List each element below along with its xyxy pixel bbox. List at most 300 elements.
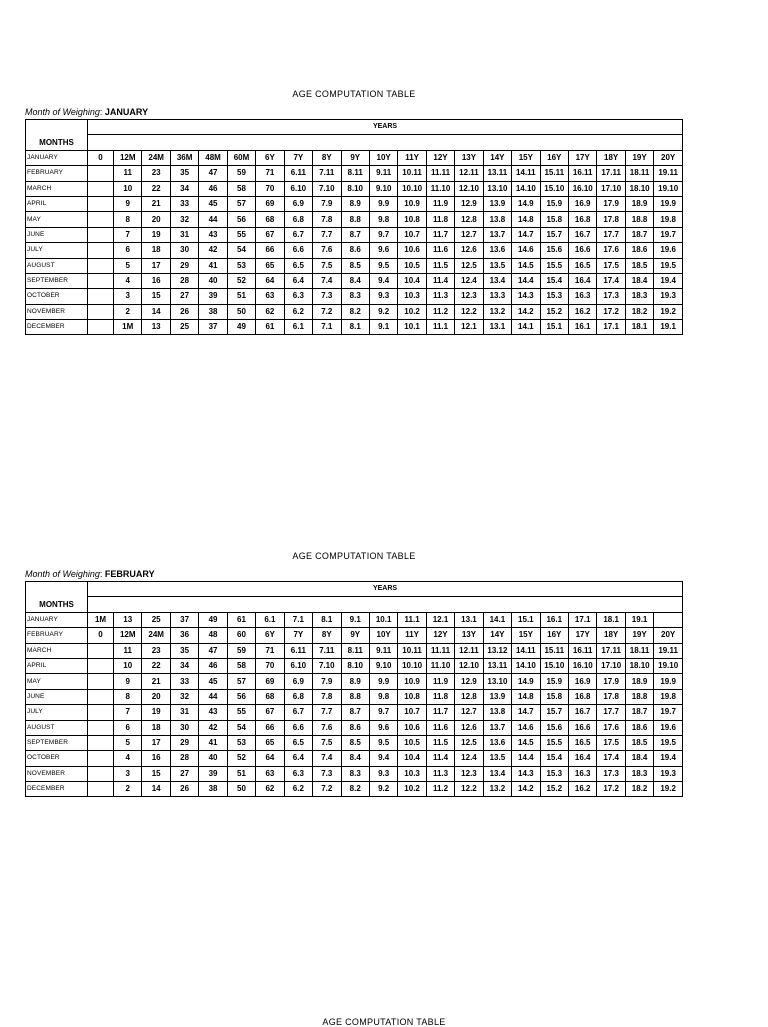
age-cell: 13.10 [483,674,511,689]
age-cell: 14 [142,304,170,319]
age-cell: 56 [227,212,255,227]
header-spacer [88,597,683,612]
age-cell: 46 [199,658,227,673]
age-cell: 16.6 [569,243,597,258]
age-cell: 17.9 [597,674,625,689]
age-cell: 12.10 [455,181,483,196]
age-cell: 60M [227,150,255,165]
age-cell: 63 [256,289,284,304]
age-cell: 10.6 [398,243,426,258]
age-cell: 13.5 [483,751,511,766]
age-cell: 11 [114,166,142,181]
age-cell: 19.2 [654,304,683,319]
age-cell: 9.7 [369,227,397,242]
age-cell: 11.2 [426,782,454,797]
age-cell: 16.5 [569,258,597,273]
age-cell: 9.5 [369,258,397,273]
age-cell: 19.11 [654,643,683,658]
age-cell: 8.5 [341,258,369,273]
age-cell: 12.6 [455,243,483,258]
age-cell: 14.1 [483,612,511,627]
age-cell: 66 [256,243,284,258]
age-cell: 18.8 [625,212,653,227]
age-cell: 7.1 [284,612,312,627]
table-row [26,628,683,643]
age-cell: 8.9 [341,674,369,689]
age-cell: 16.4 [569,751,597,766]
age-cell: 17.6 [597,720,625,735]
age-cell: 16.6 [569,720,597,735]
age-cell: 19.1 [625,612,653,627]
age-cell: 16.9 [569,674,597,689]
age-cell: 57 [227,674,255,689]
age-cell: 7.7 [313,705,341,720]
age-cell: 59 [227,166,255,181]
table-row [26,705,683,720]
age-cell: 29 [170,735,198,750]
age-cell [88,273,114,288]
age-cell [654,612,683,627]
table-row [26,273,683,288]
age-cell: 71 [256,166,284,181]
age-cell: 7.2 [313,782,341,797]
age-cell: 15.9 [540,674,568,689]
age-cell: 12.4 [455,751,483,766]
age-cell: 10.11 [398,166,426,181]
age-cell: 8.4 [341,273,369,288]
age-cell: 16.10 [569,181,597,196]
age-cell: 15.1 [512,612,540,627]
age-cell [88,751,114,766]
age-cell: 16Y [540,150,568,165]
age-cell: 6.1 [284,320,312,335]
age-cell: 18.10 [625,658,653,673]
age-cell: 68 [256,689,284,704]
age-cell: 14.5 [512,735,540,750]
age-cell: 15.4 [540,273,568,288]
age-cell: 9Y [341,628,369,643]
age-cell: 22 [142,658,170,673]
age-cell: 12.2 [455,304,483,319]
age-cell: 8.3 [341,766,369,781]
weighing-month-label: Month of Weighing [25,569,100,579]
age-cell: 9.11 [369,166,397,181]
age-cell: 8.8 [341,212,369,227]
age-cell [88,212,114,227]
age-cell: 65 [256,735,284,750]
age-cell: 6.3 [284,766,312,781]
age-cell: 14.7 [512,227,540,242]
age-cell: 16 [142,273,170,288]
age-cell: 45 [199,674,227,689]
age-cell: 11.4 [426,273,454,288]
table-title: AGE COMPUTATION TABLE [292,551,416,561]
age-cell: 16.9 [569,196,597,211]
age-cell [88,166,114,181]
age-cell: 8.8 [341,689,369,704]
month-label: MARCH [26,643,88,658]
corner-cell [26,582,88,597]
age-cell: 10.9 [398,674,426,689]
months-header: MONTHS [26,597,88,612]
age-cell: 18.6 [625,243,653,258]
age-cell: 49 [227,320,255,335]
age-cell: 51 [227,289,255,304]
age-cell: 15.5 [540,258,568,273]
age-cell: 13.11 [483,658,511,673]
age-cell: 14.11 [512,643,540,658]
age-cell: 7Y [284,628,312,643]
age-cell: 16.3 [569,289,597,304]
age-cell: 15.3 [540,766,568,781]
age-cell: 7.4 [313,751,341,766]
age-computation-table [25,119,683,335]
age-cell: 15.7 [540,227,568,242]
age-cell: 57 [227,196,255,211]
age-cell: 11.4 [426,751,454,766]
age-cell: 6.2 [284,782,312,797]
age-cell: 3 [114,289,142,304]
age-cell: 52 [227,273,255,288]
age-cell: 8.2 [341,304,369,319]
age-cell: 13.1 [455,612,483,627]
age-cell: 18.11 [625,166,653,181]
age-cell: 22 [142,181,170,196]
age-cell: 13.6 [483,243,511,258]
age-cell: 19.9 [654,196,683,211]
age-cell: 47 [199,643,227,658]
age-cell: 9.1 [341,612,369,627]
age-cell: 9.9 [369,674,397,689]
month-label: JUNE [26,689,88,704]
age-cell: 15.5 [540,735,568,750]
age-cell: 16.4 [569,273,597,288]
age-cell: 2 [114,304,142,319]
age-cell: 14.6 [512,720,540,735]
age-cell: 15.10 [540,181,568,196]
age-cell [88,196,114,211]
age-cell: 11.11 [426,166,454,181]
age-cell: 64 [256,751,284,766]
age-cell: 12.1 [426,612,454,627]
age-cell [88,258,114,273]
age-cell: 54 [227,243,255,258]
age-cell: 65 [256,258,284,273]
header-row-years [26,120,683,135]
age-cell: 9.6 [369,243,397,258]
age-cell: 12.3 [455,289,483,304]
age-cell: 17.1 [569,612,597,627]
age-cell: 16.1 [569,320,597,335]
age-cell [88,735,114,750]
age-cell: 14.4 [512,751,540,766]
table-row [26,196,683,211]
age-cell: 43 [199,705,227,720]
age-cell: 6.10 [284,658,312,673]
age-cell: 55 [227,227,255,242]
age-cell: 16 [142,751,170,766]
age-cell: 12Y [426,150,454,165]
age-cell: 8.10 [341,658,369,673]
weighing-month-value: FEBRUARY [104,569,155,579]
table-row [26,720,683,735]
header-row-years [26,582,683,597]
age-cell: 26 [170,782,198,797]
age-cell: 11Y [398,150,426,165]
age-cell: 19.10 [654,658,683,673]
age-cell: 61 [256,320,284,335]
age-cell: 53 [227,735,255,750]
age-cell: 14 [142,782,170,797]
table-row [26,181,683,196]
age-cell: 18.6 [625,720,653,735]
age-cell: 30 [170,720,198,735]
age-cell: 10.9 [398,196,426,211]
age-cell: 12M [114,150,142,165]
age-cell: 36M [170,150,198,165]
age-cell: 13.4 [483,766,511,781]
age-cell: 6.7 [284,227,312,242]
age-cell: 18.5 [625,735,653,750]
age-cell: 8.2 [341,782,369,797]
month-label: MARCH [26,181,88,196]
age-cell: 7.3 [313,766,341,781]
age-cell: 12.6 [455,720,483,735]
age-cell: 10.10 [398,658,426,673]
age-cell [88,689,114,704]
age-cell: 11.2 [426,304,454,319]
month-label: JULY [26,705,88,720]
table-row [26,674,683,689]
age-cell: 17.11 [597,166,625,181]
age-cell: 58 [227,181,255,196]
age-cell: 54 [227,720,255,735]
age-cell: 18.1 [625,320,653,335]
age-cell: 11.9 [426,196,454,211]
age-cell: 19.4 [654,273,683,288]
age-cell: 7Y [284,150,312,165]
age-cell: 9.2 [369,304,397,319]
age-cell: 6.5 [284,735,312,750]
age-cell: 14.2 [512,304,540,319]
age-cell: 50 [227,782,255,797]
age-cell: 15.3 [540,289,568,304]
age-cell: 16.2 [569,782,597,797]
age-cell: 13Y [455,150,483,165]
age-cell: 44 [199,212,227,227]
age-cell: 10.1 [398,320,426,335]
age-cell: 24M [142,150,170,165]
age-cell: 48M [199,150,227,165]
age-cell: 5 [114,735,142,750]
age-cell: 18 [142,243,170,258]
age-cell: 12.10 [455,658,483,673]
age-cell: 10 [114,181,142,196]
age-cell: 2 [114,782,142,797]
age-cell [88,658,114,673]
table-title: AGE COMPUTATION TABLE [292,89,416,99]
age-cell: 12.3 [455,766,483,781]
age-cell: 14.6 [512,243,540,258]
age-cell: 13Y [455,628,483,643]
age-cell: 34 [170,658,198,673]
age-cell: 19.5 [654,735,683,750]
table-row [26,612,683,627]
weighing-month-line: Month of Weighing: JANUARY [25,107,149,117]
table-row [26,289,683,304]
age-cell [88,720,114,735]
age-cell: 12.5 [455,735,483,750]
age-cell: 6 [114,243,142,258]
age-cell: 6Y [256,150,284,165]
table-row [26,212,683,227]
age-cell: 7.5 [313,735,341,750]
age-cell: 67 [256,227,284,242]
age-cell: 16.8 [569,212,597,227]
age-cell: 18.10 [625,181,653,196]
age-cell: 44 [199,689,227,704]
age-cell: 34 [170,181,198,196]
age-cell: 16.7 [569,227,597,242]
age-cell: 11.5 [426,258,454,273]
age-cell: 7.10 [313,658,341,673]
age-cell: 17Y [569,150,597,165]
age-cell: 52 [227,751,255,766]
age-cell [88,766,114,781]
age-cell: 17.10 [597,181,625,196]
age-cell: 11.10 [426,658,454,673]
age-cell: 13.8 [483,212,511,227]
table-row [26,243,683,258]
age-cell: 11 [114,643,142,658]
age-cell: 8Y [313,150,341,165]
age-cell: 17.9 [597,196,625,211]
months-header: MONTHS [26,135,88,150]
age-cell: 6.5 [284,258,312,273]
age-cell: 11.8 [426,212,454,227]
month-label: JULY [26,243,88,258]
age-cell: 32 [170,212,198,227]
age-cell: 9.10 [369,181,397,196]
age-cell: 14.10 [512,181,540,196]
age-cell: 14.1 [512,320,540,335]
age-cell: 48 [199,628,227,643]
corner-cell [26,120,88,135]
age-cell: 68 [256,212,284,227]
age-cell: 13.11 [483,166,511,181]
age-cell: 10 [114,658,142,673]
age-cell: 6 [114,720,142,735]
age-cell: 12M [114,628,142,643]
age-cell: 32 [170,689,198,704]
age-cell: 25 [170,320,198,335]
age-cell: 12.7 [455,227,483,242]
age-cell: 18Y [597,628,625,643]
age-cell: 7.9 [313,674,341,689]
month-label: SEPTEMBER [26,273,88,288]
month-label: AUGUST [26,258,88,273]
age-cell: 18.9 [625,196,653,211]
age-cell: 6.6 [284,243,312,258]
age-cell: 4 [114,273,142,288]
age-cell: 9.5 [369,735,397,750]
age-cell: 11.1 [426,320,454,335]
age-cell: 45 [199,196,227,211]
age-cell: 9 [114,196,142,211]
age-cell: 16.2 [569,304,597,319]
age-cell: 8.11 [341,643,369,658]
age-cell: 9.8 [369,689,397,704]
age-cell: 13.12 [483,643,511,658]
header-spacer [88,135,683,150]
age-cell: 14.8 [512,212,540,227]
age-cell: 10.3 [398,289,426,304]
age-cell: 6.9 [284,196,312,211]
age-cell: 13.9 [483,196,511,211]
month-label: DECEMBER [26,782,88,797]
age-cell: 8.3 [341,289,369,304]
age-cell: 18.11 [625,643,653,658]
age-cell: 13.5 [483,258,511,273]
age-cell: 11.8 [426,689,454,704]
age-cell: 69 [256,196,284,211]
age-cell: 18.1 [597,612,625,627]
age-cell: 3 [114,766,142,781]
age-cell: 12.9 [455,196,483,211]
table-row [26,735,683,750]
age-cell: 31 [170,227,198,242]
age-cell: 6.8 [284,689,312,704]
age-cell: 18.7 [625,227,653,242]
age-cell: 10.7 [398,227,426,242]
month-label: MAY [26,674,88,689]
age-cell: 46 [199,181,227,196]
age-cell: 9.4 [369,273,397,288]
age-cell: 9.2 [369,782,397,797]
age-cell: 14.3 [512,766,540,781]
age-cell: 19.7 [654,227,683,242]
age-cell: 6.8 [284,212,312,227]
age-cell: 14.8 [512,689,540,704]
age-cell: 13.1 [483,320,511,335]
age-cell: 16.11 [569,166,597,181]
age-cell: 37 [170,612,198,627]
age-cell: 7.2 [313,304,341,319]
age-cell: 11.11 [426,643,454,658]
age-cell: 9.10 [369,658,397,673]
age-cell: 12.11 [455,643,483,658]
weighing-month-line: Month of Weighing: FEBRUARY [25,569,155,579]
age-cell: 8 [114,212,142,227]
age-cell: 39 [199,289,227,304]
age-cell [88,782,114,797]
age-cell: 11Y [398,628,426,643]
age-cell: 11.3 [426,766,454,781]
age-cell: 9 [114,674,142,689]
age-cell: 19.8 [654,689,683,704]
age-cell: 33 [170,196,198,211]
age-cell: 51 [227,766,255,781]
age-cell: 19.3 [654,766,683,781]
age-cell: 15 [142,766,170,781]
age-cell: 8.6 [341,243,369,258]
age-cell: 12Y [426,628,454,643]
age-cell: 17.3 [597,766,625,781]
age-cell: 12.5 [455,258,483,273]
age-cell: 15.7 [540,705,568,720]
age-cell: 1M [88,612,114,627]
age-cell: 11.5 [426,735,454,750]
